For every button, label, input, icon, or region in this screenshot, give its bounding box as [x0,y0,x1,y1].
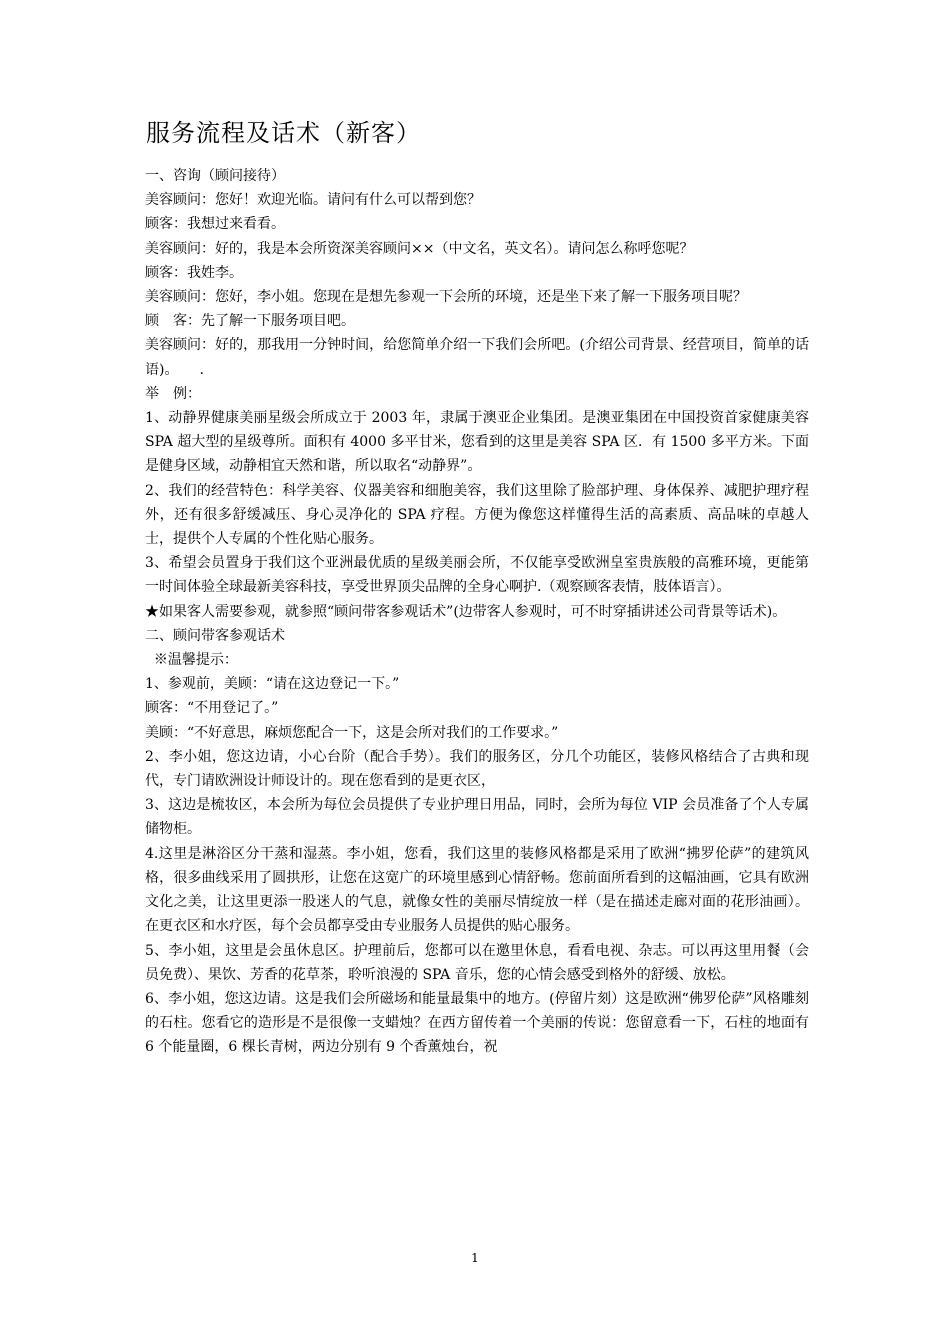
page-number: 1 [471,1251,479,1265]
paragraph: 美容顾问：好的，那我用一分钟时间，给您简单介绍一下我们会所吧。(介绍公司背景、经营项目，简单的话语)。 . [145,337,809,378]
paragraph: 3、这边是梳妆区，本会所为每位会员提供了专业护理日用品，同时，会所为每位 VIP 会员准备了个人专属储物柜。 [145,797,809,838]
paragraph: ★如果客人需要参观，就参照“顾问带客参观话术”(边带客人参观时，可不时穿插讲述公司背景等话术)。 [145,603,787,620]
paragraph: 顾客：我想过来看看。 [145,216,285,233]
paragraph: 顾 客：先了解一下服务项目吧。 [145,313,355,330]
paragraph: 1、动静界健康美丽星级会所成立于 2003 年，隶属于澳亚企业集团。是澳亚集团在中国投资首家健康美容 SPA 超大型的星级尊所。面积有 4000 多平甘米，您看到的这里是美容 SPA 区．有 1500 多平方米。下面是健身区域，动静相宜天然和谐，所以取名“动静界”。 [145,410,809,475]
paragraph: 6、李小姐，您这边请。这是我们会所磁场和能量最集中的地方。(停留片刻）这是欧洲“佛罗伦萨”风格雕刻的石柱。您看它的造形是不是很像一支蜡烛？在西方留传着一个美丽的传说：您留意看一下，石柱的地面有 6 个能量圈，6 棵长青树，两边分别有 9 个香薰烛台，祝 [145,990,809,1056]
paragraph: 美容顾问：您好！欢迎光临。请问有什么可以帮到您？ [145,192,481,209]
paragraph: 3、希望会员置身于我们这个亚洲最优质的星级美丽会所，不仅能享受欧洲皇室贵族般的高雅环境，更能第一时间体验全球最新美容科技，享受世界顶尖品牌的全身心啊护.（观察顾客表情，肢体语言）。 [145,555,809,596]
paragraph: 2、我们的经营特色：科学美容、仪器美容和细胞美容，我们这里除了脸部护理、身体保养、减肥护理疗程外，还有很多舒缓减压、身心灵净化的 SPA 疗程。方便为像您这样懂得生活的高素质、高品味的卓越人士，提供个人专属的个性化贴心服务。 [145,482,809,548]
paragraph: 美容顾问：好的，我是本会所资深美容顾问××（中文名，英文名）。请问怎么称呼您呢？ [145,240,694,257]
page-title: 服务流程及话术（新客） [146,119,421,147]
paragraph: 5、李小姐，这里是会虽休息区。护理前后，您都可以在邀里休息，看看电视、杂志。可以再这里用餐（会员免费）、果饮、芳香的花草茶，聆听浪漫的 SPA 音乐，您的心情会感受到格外的舒缓、放松。 [145,942,809,983]
paragraph: 二、顾问带客参观话术 [145,627,285,644]
paragraph: 一、咨询（顾问接待） [145,168,285,184]
paragraph: 1、参观前，美顾：“请在这边登记一下。” [145,676,400,693]
paragraph: 美顾：“不好意思，麻烦您配合一下，这是会所对我们的工作要求。” [145,724,559,741]
document-body [145,164,809,1060]
paragraph: 举 例： [145,385,201,402]
paragraph: 2、李小姐，您这边请，小心台阶（配合手势）。我们的服务区，分几个功能区，装修风格结合了古典和现代，专门请欧洲设计师设计的。现在您看到的是更衣区， [145,748,809,790]
paragraph: ※温馨提示： [145,652,238,669]
paragraph: 顾客：我姓李。 [145,264,243,281]
paragraph: 顾客：“不用登记了。” [145,700,279,717]
paragraph: 美容顾问：您好，李小姐。您现在是想先参观一下会所的环境，还是坐下来了解一下服务项目呢？ [145,289,747,306]
paragraph: 4.这里是淋浴区分干蒸和湿蒸。李小姐，您看，我们这里的装修风格都是采用了欧洲“拂罗伦萨”的建筑风格，很多曲线采用了圆拱形，让您在这宽广的环境里感到心情舒畅。您前面所看到的这幅油画，它具有欧洲文化之美，让这里更添一股迷人的气息，就像女性的美丽尽情绽放一样（是在描述走廊对面的花形油画）。在更衣区和水疗医，每个会员都享受由专业服务人员提供的贴心服务。 [145,845,809,935]
